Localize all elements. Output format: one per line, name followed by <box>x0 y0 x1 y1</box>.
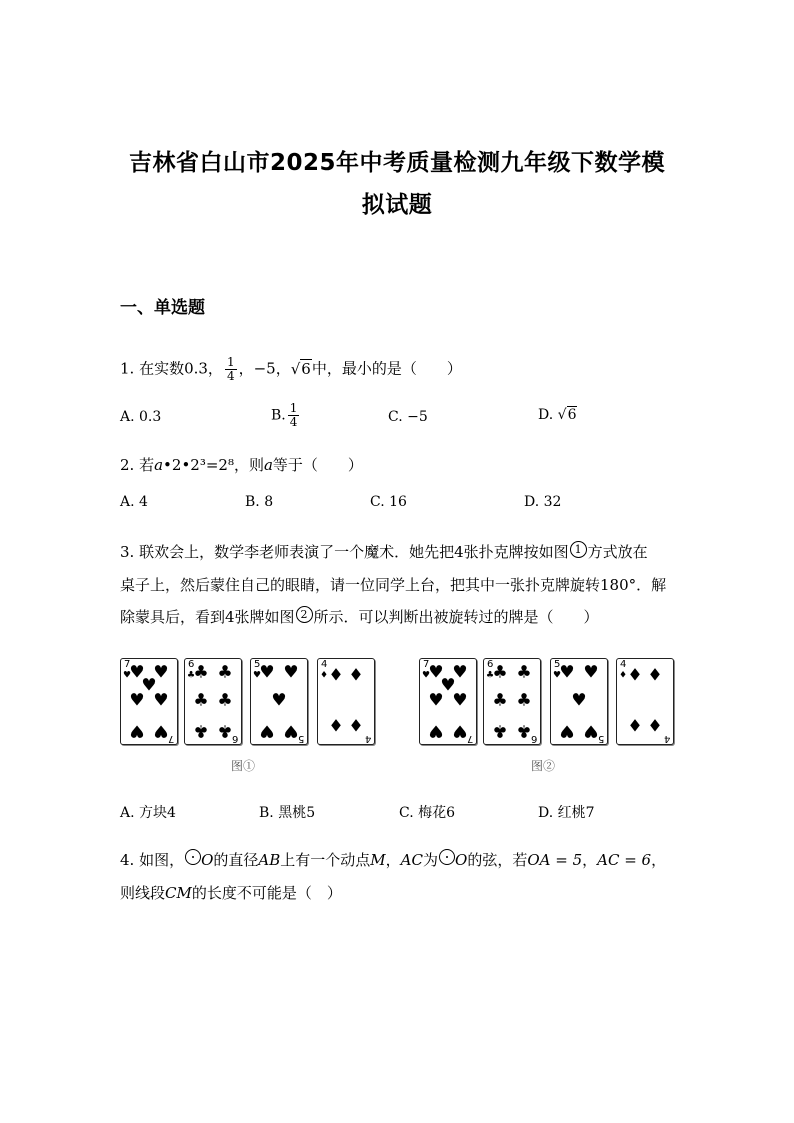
q1-option-d: D. √6 <box>538 407 577 423</box>
fig1-card-diamond-4: 4 4 ♦ ♦ ♦ ♦ ♦ <box>317 658 375 745</box>
fig1-card-club-6: 6 6 ♣ ♣ ♣ ♣ ♣ ♣ ♣ <box>184 658 242 745</box>
sqrt-six: √6 <box>290 359 311 378</box>
q3-option-a: A. 方块4 <box>120 805 176 821</box>
q1-prefix: 1. 在实数0.3， <box>120 359 223 378</box>
q2-option-b: B. 8 <box>245 494 274 510</box>
q3-option-c: C. 梅花6 <box>399 805 456 821</box>
figure-2-caption: 图② <box>531 759 556 773</box>
fig2-card-club-6: 6 6 ♣ ♣ ♣ ♣ ♣ ♣ ♣ <box>483 658 541 745</box>
fig2-card-heart-7: 7 7 ♥ ♥ ♥ ♥ ♥ ♥ ♥ ♥ <box>419 658 477 745</box>
q1-suffix: 中，最小的是（ ） <box>311 359 462 378</box>
question-3-line3: 除蒙具后，看到4张牌如图 2 所示．可以判断出被旋转过的牌是（ ） <box>120 608 599 626</box>
q1-option-c: C. −5 <box>388 409 428 425</box>
section-heading: 一、单选题 <box>120 298 205 318</box>
page-title-line2: 拟试题 <box>361 192 433 218</box>
q1-option-a: A. 0.3 <box>120 409 162 425</box>
question-4-line2: 则线段CM的长度不可能是（ ） <box>120 884 342 902</box>
question-1 <box>120 356 462 383</box>
question-3-line2: 桌子上，然后蒙住自己的眼睛，请一位同学上台，把其中一张扑克牌旋转180°．解 <box>120 576 667 594</box>
fig1-card-heart-5: 5 5 ♥ ♥ ♥ ♥ ♥ ♥ <box>250 658 308 745</box>
q1-mid: ，−5， <box>238 359 291 378</box>
q1-option-b: B. $\frac{1}{4}$ <box>271 401 298 429</box>
figure-1-caption: 图① <box>231 759 256 773</box>
fig2-card-diamond-4: 4 4 ♦ ♦ ♦ ♦ ♦ <box>616 658 674 745</box>
page-title-line1: 吉林省白山市2025年中考质量检测九年级下数学模 <box>128 150 665 176</box>
fig1-card-heart-7: 7 7 ♥ ♥ ♥ ♥ ♥ ♥ ♥ ♥ <box>120 658 178 745</box>
question-2: 2. 若a•2•2³=2⁸，则a等于（ ） <box>120 456 363 474</box>
question-3-line1: 3. 联欢会上，数学李老师表演了一个魔术．她先把4张扑克牌按如图 1 方式放在 <box>120 543 648 561</box>
circle-symbol-icon <box>185 849 201 865</box>
q3-option-d: D. 红桃7 <box>538 805 595 821</box>
q2-option-a: A. 4 <box>120 494 148 510</box>
question-4-line1: 4. 如图， O的直径AB上有一个动点M，AC为 O的弦，若OA = 5，AC = 6， <box>120 851 667 869</box>
fig2-card-heart-5: 5 5 ♥ ♥ ♥ ♥ ♥ ♥ <box>550 658 608 745</box>
fraction-one-quarter: $\frac{1}{4}$ <box>226 355 235 383</box>
q3-option-b: B. 黑桃5 <box>259 805 316 821</box>
circle-symbol-icon <box>439 849 455 865</box>
q2-option-d: D. 32 <box>524 494 562 510</box>
q2-option-c: C. 16 <box>370 494 407 510</box>
